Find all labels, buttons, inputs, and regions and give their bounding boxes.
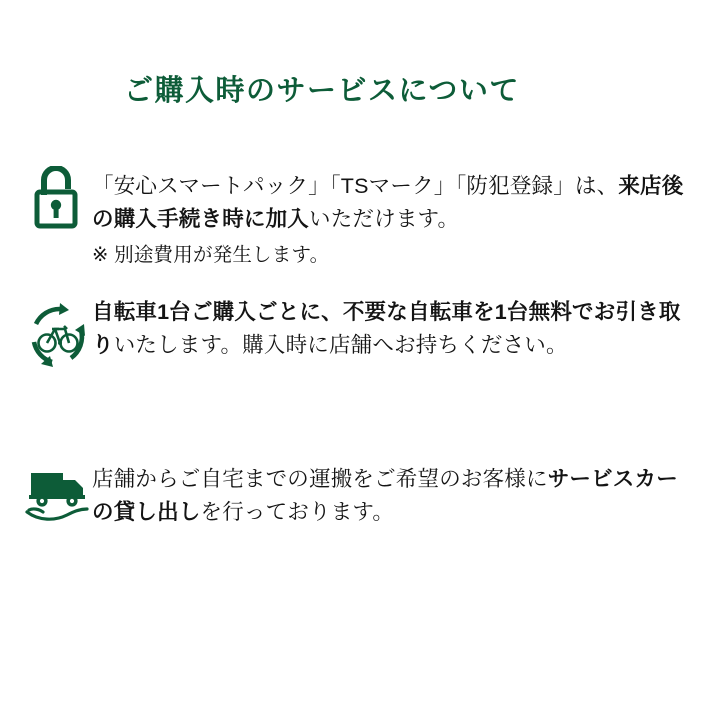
delivery-post: を行っております。 bbox=[200, 499, 395, 524]
service-item-tradein bbox=[24, 296, 689, 374]
service-item-tradein-text bbox=[92, 296, 689, 361]
unlocked-padlock-icon bbox=[24, 166, 92, 234]
delivery-pre: 店舗からご自宅までの運搬をご希望のお客様に bbox=[92, 467, 548, 491]
service-item-delivery-text bbox=[92, 457, 689, 528]
insurance-line-1: 「安心スマートパック」「TSマーク」「防犯登録」は、 bbox=[92, 174, 619, 198]
insurance-note: ※ 別途費用が発生します。 bbox=[92, 244, 330, 267]
delivery-bold: サービスカーの貸し出し bbox=[92, 467, 678, 524]
tradein-bold: 自転車1台ご購入ごとに、不要な自転車を1台無料でお引き取り bbox=[92, 300, 681, 357]
insurance-line-2-bold: 来店後の購入手続き時に加入 bbox=[92, 174, 684, 231]
service-item-insurance bbox=[24, 166, 684, 271]
tradein-rest: いたします。購入時に店舗へお持ちください。 bbox=[113, 332, 568, 357]
service-item-delivery bbox=[24, 457, 689, 528]
bicycle-recycle-icon bbox=[24, 296, 92, 374]
service-item-insurance-text bbox=[92, 166, 684, 271]
page-title: ご購入時のサービスについて bbox=[124, 75, 520, 107]
insurance-line-2-post: いただけます。 bbox=[309, 206, 460, 231]
delivery-truck-icon bbox=[24, 457, 92, 525]
